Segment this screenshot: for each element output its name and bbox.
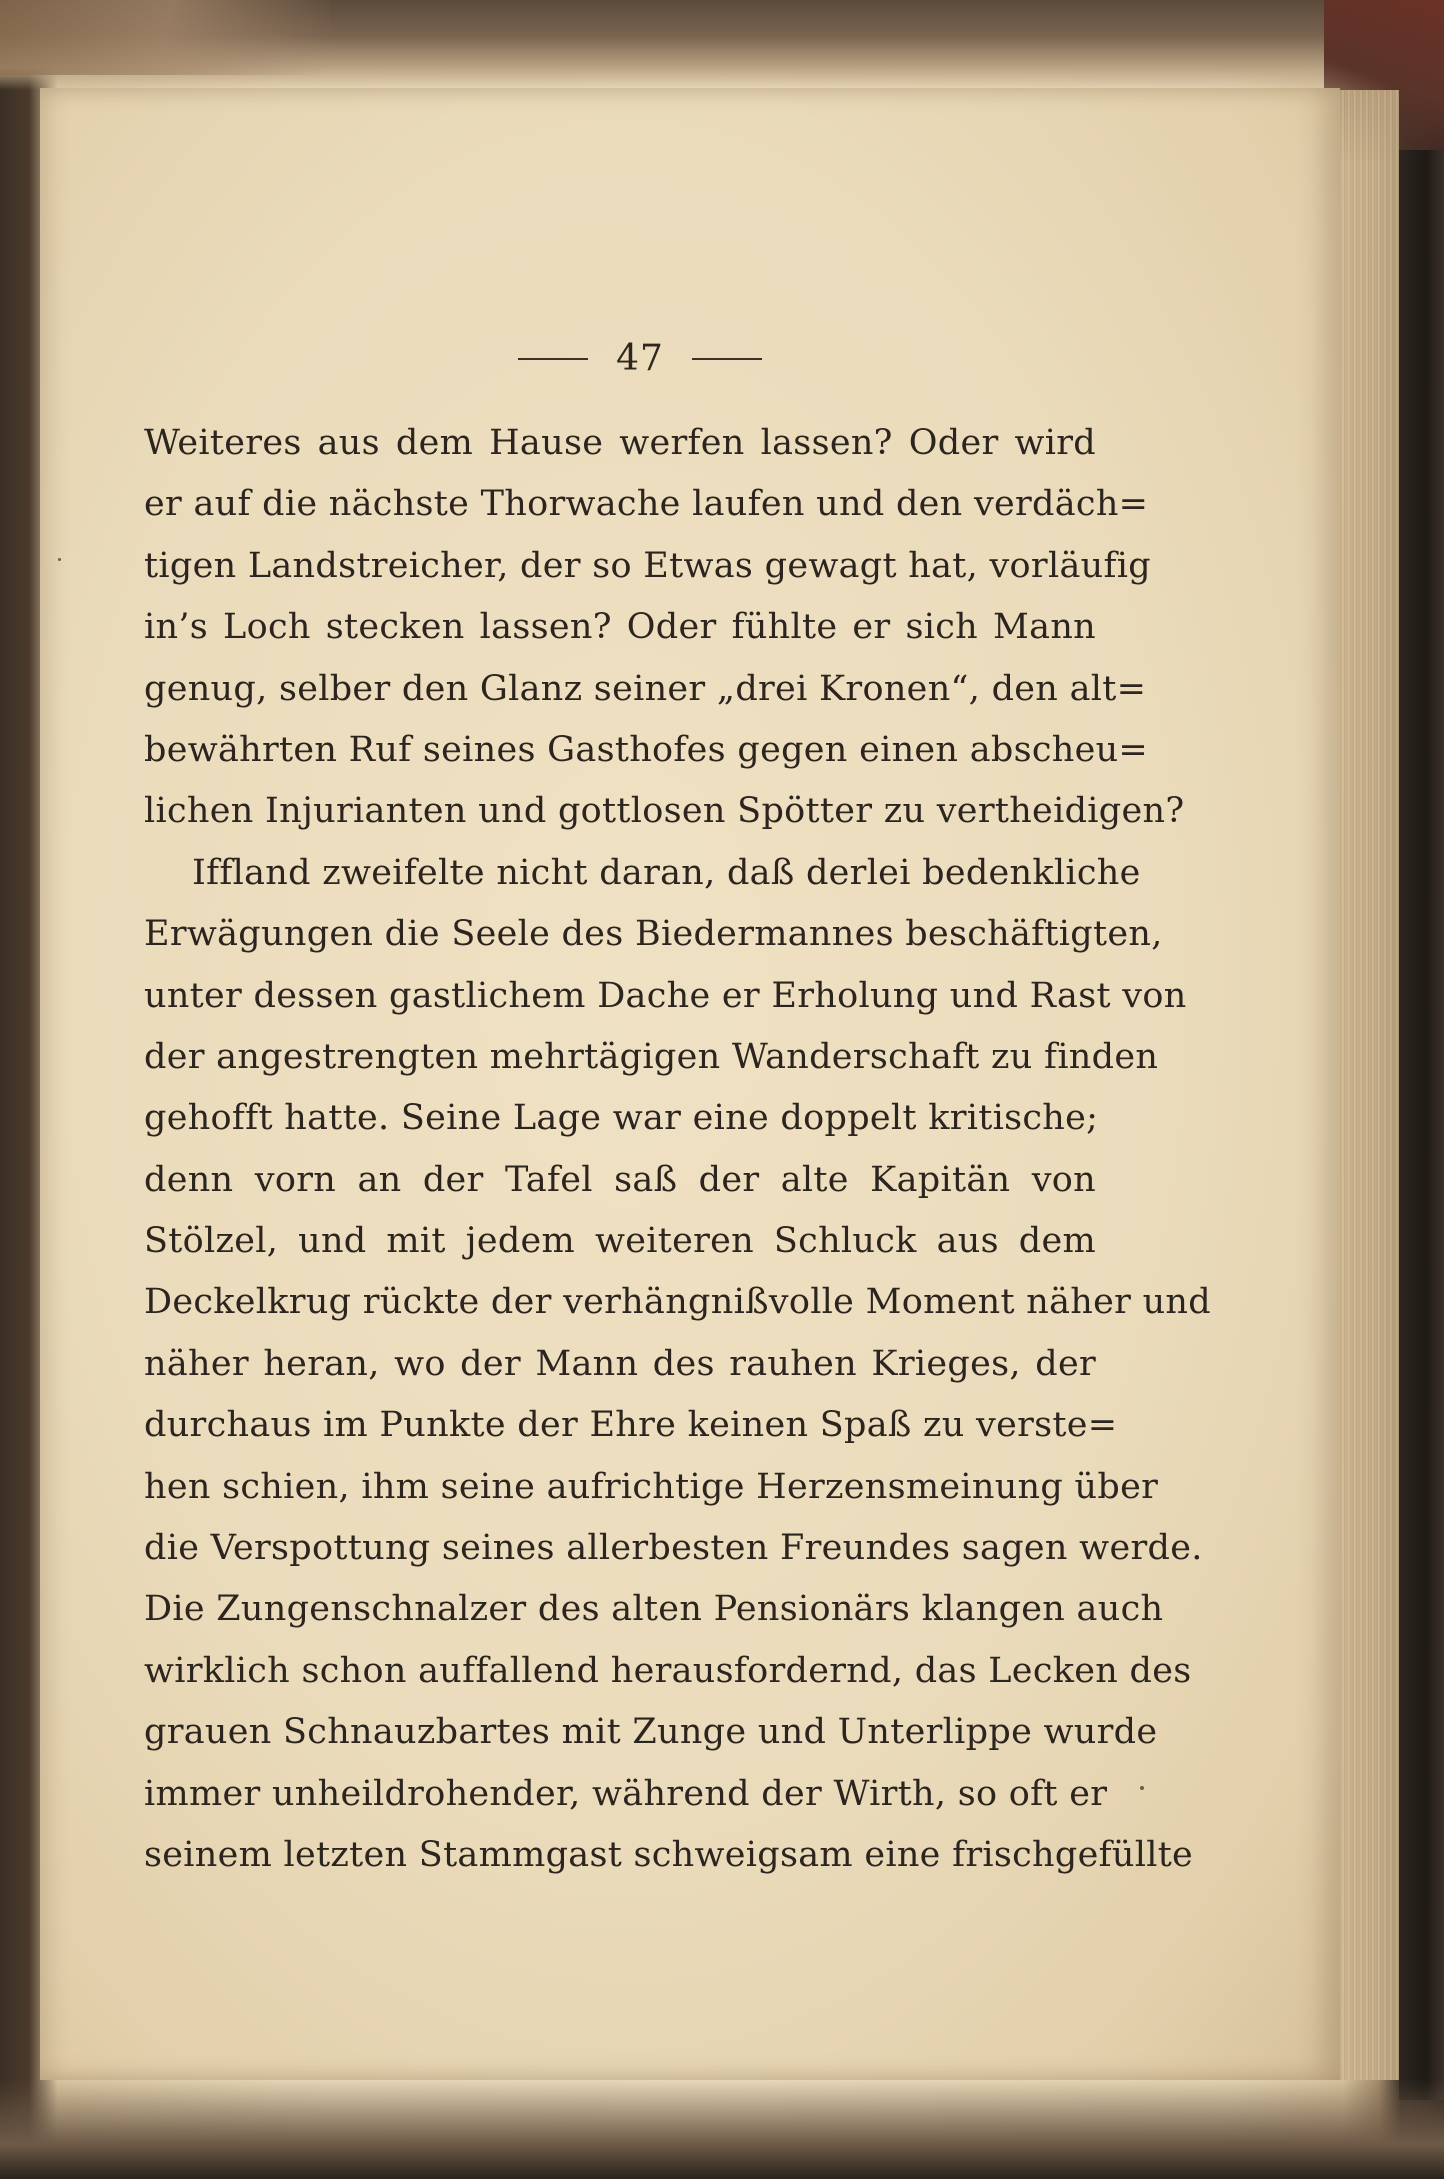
text-line: Iffland zweifelte nicht daran, daß derlei bedenkliche (192, 852, 1141, 893)
page-edges (1339, 90, 1399, 2080)
book-cover-stain (0, 0, 330, 75)
text-line: denn vorn an der Tafel saß der alte Kapitän von (144, 1159, 1096, 1200)
book-cover-bottom-edge (0, 2079, 1444, 2179)
paper-speck (1140, 1786, 1144, 1790)
text-line: wirklich schon auffallend herausfordernd, das Lecken des (144, 1650, 1192, 1691)
text-line: in’s Loch stecken lassen? Oder fühlte er sich Mann (144, 607, 1096, 648)
paper-speck (58, 558, 61, 561)
text-line: näher heran, wo der Mann des rauhen Krieges, der (144, 1343, 1096, 1384)
text-line: genug, selber den Glanz seiner „drei Kronen“, den alt= (144, 668, 1147, 709)
text-line: der angestrengten mehrtägigen Wanderschaft zu finden (144, 1036, 1159, 1077)
text-line: immer unheildrohender, während der Wirth, so oft er (144, 1773, 1108, 1814)
text-line: seinem letzten Stammgast schweigsam eine frischgefüllte (144, 1834, 1194, 1875)
text-line: durchaus im Punkte der Ehre keinen Spaß zu verste= (144, 1405, 1118, 1446)
text-line: er auf die nächste Thorwache laufen und den verdäch= (144, 484, 1149, 525)
header-rule-left (518, 358, 588, 360)
text-line: grauen Schnauzbartes mit Zunge und Unterlippe wurde (144, 1712, 1158, 1753)
text-line: Deckelkrug rückte der verhängnißvolle Moment näher und (144, 1282, 1211, 1323)
text-line: gehofft hatte. Seine Lage war eine doppelt kritische; (144, 1098, 1099, 1139)
page-body-text (144, 413, 1211, 1886)
text-line: hen schien, ihm seine aufrichtige Herzensmeinung über (144, 1466, 1159, 1507)
text-line: tigen Landstreicher, der so Etwas gewagt hat, vorläufig (144, 545, 1151, 586)
page-header (40, 338, 1240, 379)
book-board (1399, 150, 1444, 2100)
text-line: bewährten Ruf seines Gasthofes gegen einen abscheu= (144, 729, 1149, 770)
text-line: lichen Injurianten und gottlosen Spötter zu vertheidigen? (144, 791, 1185, 832)
text-line: unter dessen gastlichem Dache er Erholung und Rast von (144, 975, 1187, 1016)
page-number: 47 (616, 338, 664, 379)
text-line: Weiteres aus dem Hause werfen lassen? Oder wird (144, 423, 1096, 463)
text-line: die Verspottung seines allerbesten Freundes sagen werde. (144, 1528, 1203, 1569)
text-line: Stölzel, und mit jedem weiteren Schluck aus dem (144, 1221, 1096, 1262)
book-page (40, 88, 1340, 2080)
text-line: Die Zungenschnalzer des alten Pensionärs klangen auch (144, 1589, 1164, 1630)
text-line: Erwägungen die Seele des Biedermannes beschäftigten, (144, 914, 1163, 955)
header-rule-right (692, 358, 762, 360)
